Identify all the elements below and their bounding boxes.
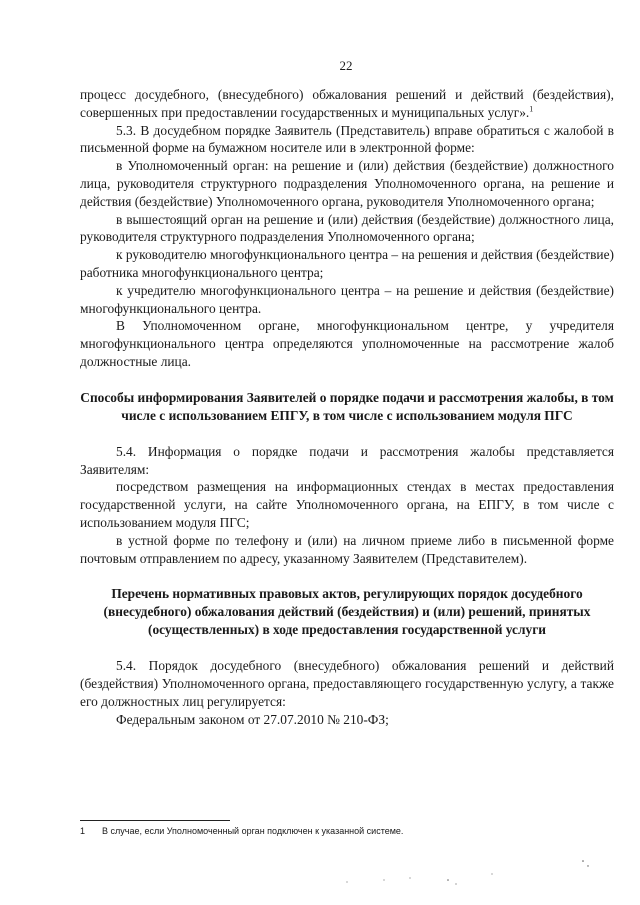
- paragraph-mfc-founder: к учредителю многофункционального центра – на решение и действия (бездействие) многофункционального центра.: [80, 282, 614, 316]
- footnote: [80, 826, 614, 837]
- footnote-ref: 1: [529, 104, 534, 114]
- paragraph-stands: посредством размещения на информационных стендах в местах предоставления государственной услуги, на сайте Уполномоченного органа, на ЕПГУ, в том числе с использованием модуля ПГС;: [80, 479, 614, 530]
- section-heading-informing: Способы информирования Заявителей о порядке подачи и рассмотрения жалобы, в том числе с использованием ЕПГУ, в том числе с использованием модуля ПГС: [80, 389, 614, 423]
- paragraph-5-4-procedure: 5.4. Порядок досудебного (внесудебного) обжалования решений и действий (бездействия) Уполномоченного органа, предоставляющего государственную услугу, а также его должностных лиц регулируется:: [80, 658, 614, 709]
- document-body: [80, 86, 614, 729]
- paragraph-officials: В Уполномоченном органе, многофункциональном центре, у учредителя многофункционального центра определяются уполномоченные на рассмотрение жалоб должностные лица.: [80, 318, 614, 369]
- footnote-text: В случае, если Уполномоченный орган подключен к указанной системе.: [102, 826, 404, 836]
- footnote-divider: [80, 820, 230, 821]
- paragraph-authorized-body: в Уполномоченный орган: на решение и (или) действия (бездействие) должностного лица, руководителя структурного подразделения Уполномоченного органа, на решение и действия (бездействие) Уполномоченного органа, руководителя Уполномоченного органа;: [80, 158, 614, 209]
- paragraph-oral-form: в устной форме по телефону и (или) на личном приеме либо в письменной форме почтовым отправлением по адресу, указанному Заявителем (Представителем).: [80, 532, 614, 566]
- paragraph-federal-law: Федеральным законом от 27.07.2010 № 210-ФЗ;: [116, 711, 389, 727]
- paragraph-1: процесс досудебного, (внесудебного) обжалования решений и действий (бездействия), совершенных при предоставлении государственных и муниципальных услуг».$^1$: [80, 87, 614, 120]
- footnote-number: 1: [80, 826, 86, 836]
- paragraph-5-4-info: 5.4. Информация о порядке подачи и рассмотрения жалобы представляется Заявителям:: [80, 443, 614, 477]
- section-heading-legal-acts: Перечень нормативных правовых актов, регулирующих порядок досудебного (внесудебного) обжалования действий (бездействия) и (или) решений, принятых (осуществленных) в ходе предоставления государственной услуги: [103, 586, 591, 638]
- paragraph-mfc-head: к руководителю многофункционального центра – на решения и действия (бездействие) работника многофункционального центра;: [80, 247, 614, 280]
- page-number: 22: [339, 58, 353, 73]
- paragraph-higher-body: в вышестоящий орган на решение и (или) действия (бездействие) должностного лица, руководителя структурного подразделения Уполномоченного органа;: [80, 211, 614, 245]
- paragraph-5-3: 5.3. В досудебном порядке Заявитель (Представитель) вправе обратиться с жалобой в письменной форме на бумажном носителе или в электронной форме:: [80, 122, 614, 156]
